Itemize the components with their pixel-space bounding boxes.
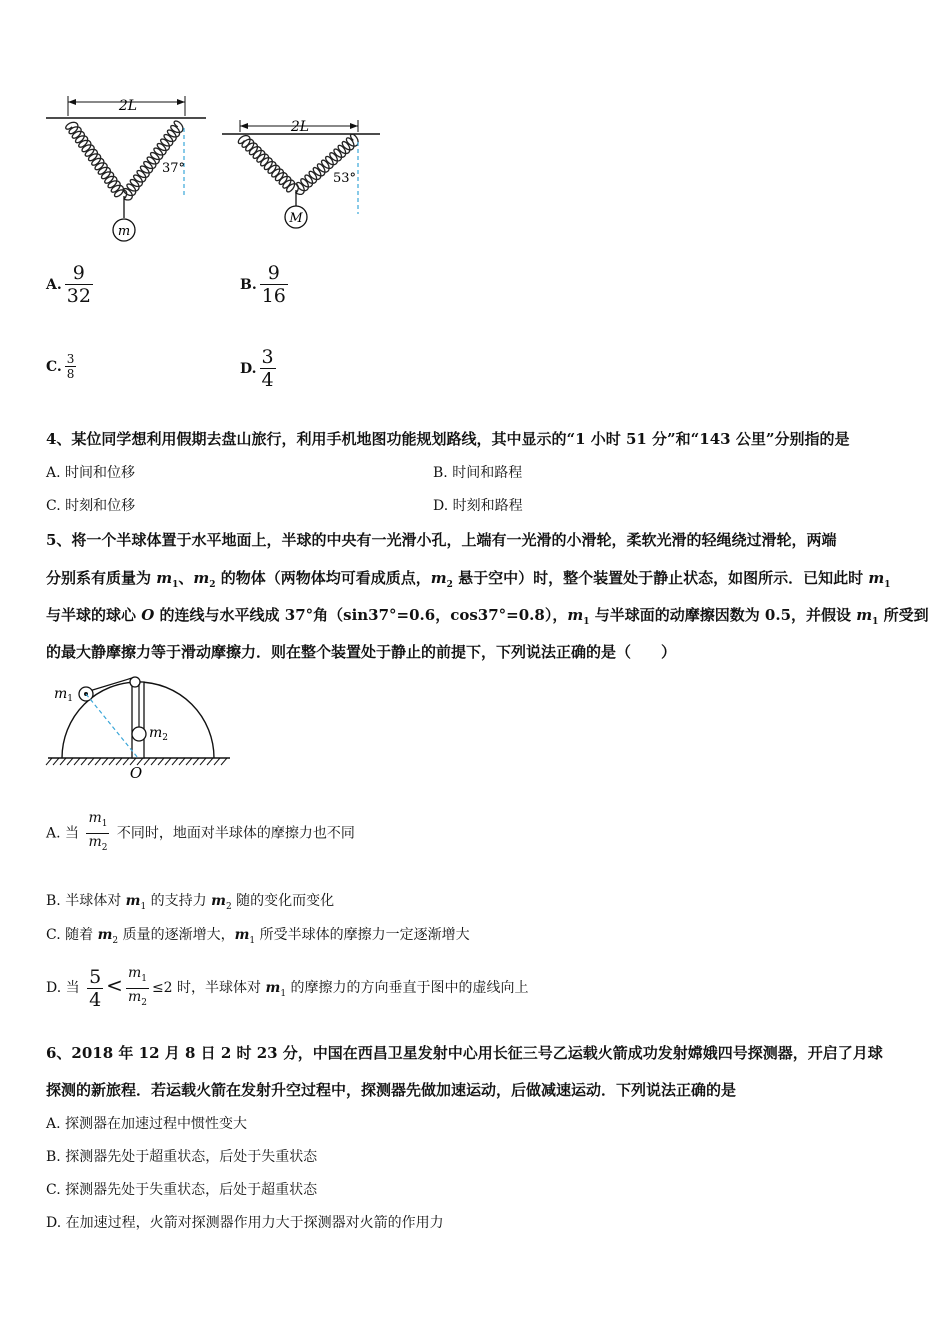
q6-stem-line-1: 6、2018 年 12 月 8 日 2 时 23 分，中国在西昌卫星发射中心用长征三号乙运载火箭成功发射嫦娥四号探测器，开启了月球 <box>46 1044 883 1062</box>
fraction: $\frac{3}{4}$ <box>261 346 274 391</box>
q5-stem-line-3: 与半球的球心 O 的连线与水平线成 37°角（sin37°=0.6，cos37°=0.8），$m_1$ 与半球面的动摩擦因数为 0.5，并假设 $m_1$ 所受到 <box>46 606 929 627</box>
q3-option-a: A. $\frac{9}{32}$ <box>46 262 91 307</box>
q3-option-b: B. $\frac{9}{16}$ <box>240 262 286 307</box>
q4-option-b: B. 时间和路程 <box>433 465 523 481</box>
fraction: $\frac{5}{4}$ <box>89 965 102 1011</box>
fraction: $\frac{9}{32}$ <box>66 262 91 307</box>
hemisphere-figure <box>44 672 244 784</box>
left-dimension: 2L <box>118 98 138 114</box>
q5-stem-line-1: 5、将一个半球体置于水平地面上，半球的中央有一光滑小孔，上端有一光滑的小滑轮，柔软光滑的轻绳绕过滑轮，两端 <box>46 531 837 549</box>
q3-option-c: C. $\frac{3}{8}$ <box>46 352 75 381</box>
spring-figure <box>40 92 390 252</box>
fraction: $\frac{9}{16}$ <box>261 262 286 307</box>
q4-option-c: C. 时刻和位移 <box>46 498 136 514</box>
q6-option-a: A. 探测器在加速过程中惯性变大 <box>46 1116 248 1132</box>
q4-option-a: A. 时间和位移 <box>46 465 136 481</box>
q4-option-d: D. 时刻和路程 <box>433 498 523 514</box>
fraction: $\frac{m_1}{m_2}$ <box>88 810 108 853</box>
q6-stem-line-2: 探测的新旅程．若运载火箭在发射升空过程中，探测器先做加速运动，后做减速运动．下列说法正确的是 <box>46 1081 737 1099</box>
left-mass-label: m <box>117 224 131 239</box>
q4-stem: 4、某位同学想利用假期去盘山旅行，利用手机地图功能规划路线，其中显示的“1 小时 51 分”和“143 公里”分别指的是 <box>46 430 850 448</box>
center-o-label: O <box>129 764 143 782</box>
q5-option-b: B. 半球体对 $m_1$ 的支持力 $m_2$ 随的变化而变化 <box>46 893 335 912</box>
q5-option-a: A. 当 $\frac{m_1}{m_2}$ 不同时，地面对半球体的摩擦力也不同 <box>46 810 355 857</box>
q6-option-d: D. 在加速过程，火箭对探测器作用力大于探测器对火箭的作用力 <box>46 1215 444 1231</box>
right-angle: 53° <box>333 171 357 186</box>
q5-stem-line-4: 的最大静摩擦力等于滑动摩擦力．则在整个装置处于静止的前提下，下列说法正确的是（ ） <box>46 643 677 661</box>
q5-option-d: D. 当 $\frac{5}{4}$ < $\frac{m_1}{m_2}$ ≤2 时，半球体对 $m_1$ 的摩擦力的方向垂直于图中的虚线向上 <box>46 964 529 1011</box>
m1-label: $m_1$ <box>54 686 74 704</box>
q3-option-d: D. $\frac{3}{4}$ <box>240 346 274 391</box>
q6-option-b: B. 探测器先处于超重状态，后处于失重状态 <box>46 1149 318 1165</box>
q5-stem-line-2: 分别系有质量为 $m_1$、$m_2$ 的物体（两物体均可看成质点，$m_2$ 悬于空中）时，整个装置处于静止状态，如图所示．已知此时 $m_1$ <box>46 569 891 590</box>
right-mass-label: M <box>289 211 303 226</box>
left-angle: 37° <box>162 161 186 176</box>
fraction: $\frac{m_1}{m_2}$ <box>127 964 147 1008</box>
fraction: $\frac{3}{8}$ <box>66 352 75 381</box>
q6-option-c: C. 探测器先处于失重状态，后处于超重状态 <box>46 1182 318 1198</box>
right-dimension: 2L <box>290 119 310 135</box>
q5-option-c: C. 随着 $m_2$ 质量的逐渐增大，$m_1$ 所受半球体的摩擦力一定逐渐增大 <box>46 927 470 946</box>
m2-label: $m_2$ <box>149 725 169 743</box>
